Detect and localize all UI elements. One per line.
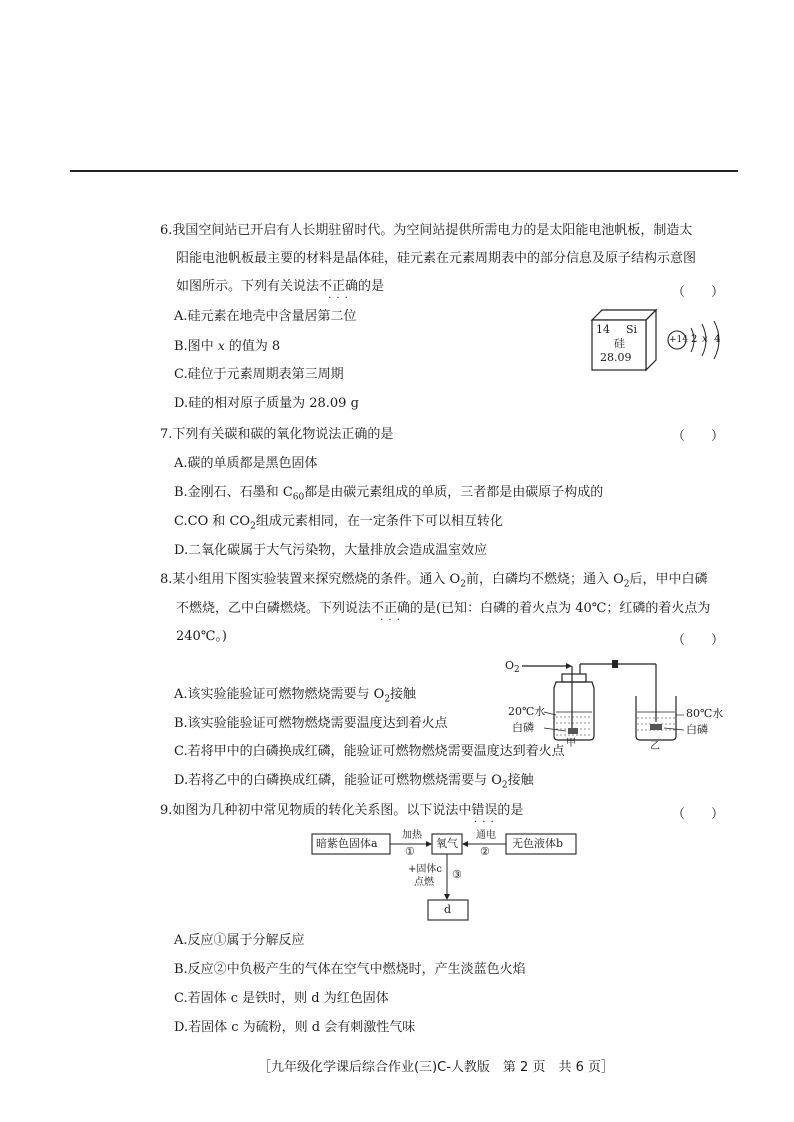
- q8-option-d: D.若将乙中的白磷换成红磷，能验证可燃物燃烧需要与 $O_2$接触: [174, 773, 534, 791]
- beaker-water-label: 80℃水: [686, 707, 724, 720]
- flow-box-oxygen: 氧气: [436, 837, 458, 850]
- jar-water-label: 20℃水: [508, 705, 546, 718]
- top-rule: [70, 170, 738, 172]
- gas-label: $O_2$: [505, 659, 520, 676]
- emphasis-not-correct: 不正确 · · ·: [371, 601, 410, 616]
- q6-option-d: D.硅的相对原子质量为 28.09 g: [174, 396, 359, 411]
- q7-stem: 7.下列有关碳和碳的氧化物说法正确的是: [160, 427, 394, 442]
- arrow-3-condition: 点燃: [414, 877, 434, 888]
- q8-option-b: B.该实验能验证可燃物燃烧需要温度达到着火点: [174, 716, 448, 731]
- q8-answer-paren: （ ）: [672, 633, 725, 648]
- flow-box-d: d: [444, 903, 452, 916]
- q9-stem: 9.如图为几种初中常见物质的转化关系图。以下说法中错误 · · ·的是: [160, 802, 523, 820]
- flow-box-b: 无色液体b: [512, 837, 564, 850]
- q9-option-c: C.若固体 c 是铁时，则 d 为红色固体: [174, 991, 389, 1006]
- shell-3-electrons: 4: [714, 334, 721, 345]
- beaker-label-yi: 乙: [650, 741, 660, 752]
- arrow-2-condition: 通电: [476, 830, 496, 841]
- q7-option-c: C.CO 和 $CO_2$组成元素相同，在一定条件下可以相互转化: [174, 514, 503, 532]
- q9-option-b: B.反应②中负极产生的气体在空气中燃烧时，产生淡蓝色火焰: [174, 962, 526, 977]
- q9-answer-paren: （ ）: [672, 807, 725, 822]
- beaker-phosphorus-label: 白磷: [686, 723, 708, 736]
- q6-option-b: B.图中 x 的值为 8: [174, 339, 281, 354]
- jar-label-jia: 甲: [566, 738, 576, 749]
- q7-answer-paren: （ ）: [672, 429, 725, 444]
- arrow-3-reagent: +固体c: [408, 864, 442, 875]
- element-symbol: Si: [626, 323, 638, 336]
- shell-1-electrons: 2: [691, 334, 698, 345]
- q8-line-3: 240℃。): [176, 629, 227, 644]
- q8-line-1: 8.某小组用下图实验装置来探究燃烧的条件。通入 $O_2$前，白磷均不燃烧；通入 $O_2$后，甲中白磷: [160, 572, 708, 590]
- flow-box-a: 暗紫色固体a: [316, 837, 378, 850]
- q6-line-3: 如图所示。下列有关说法不正确 · · ·的是: [176, 278, 384, 296]
- q8-line-2: 不燃烧，乙中白磷燃烧。下列说法不正确 · · ·的是(已知：白磷的着火点为 40℃；红磷的着火点为: [176, 600, 710, 618]
- q9-option-d: D.若固体 c 为硫粉，则 d 会有刺激性气味: [174, 1020, 416, 1035]
- q7-option-a: A.碳的单质都是黑色固体: [174, 456, 318, 471]
- q7-option-d: D.二氧化碳属于大气污染物，大量排放会造成温室效应: [174, 543, 488, 558]
- q9-option-a: A.反应①属于分解反应: [174, 933, 305, 948]
- page-footer: ［九年级化学课后综合作业(三)C-人教版 第 2 页 共 6 页］: [258, 1060, 614, 1075]
- q7-option-b: B.金刚石、石墨和 $C_{60}$都是由碳元素组成的单质，三者都是由碳原子构成的: [174, 485, 604, 503]
- arrow-3-number: ③: [452, 868, 462, 881]
- element-mass: 28.09: [600, 351, 632, 364]
- q6-answer-paren: （ ）: [672, 285, 725, 300]
- shell-2-electrons: x: [702, 334, 708, 345]
- q6-line-1: 6.我国空间站已开启有人长期驻留时代。为空间站提供所需电力的是太阳能电池帆板，制造太: [160, 223, 693, 238]
- element-number: 14: [596, 323, 610, 336]
- q8-option-a: A.该实验能验证可燃物燃烧需要与 $O_2$接触: [174, 687, 417, 705]
- q6-option-c: C.硅位于元素周期表第三周期: [174, 367, 344, 382]
- element-name: 硅: [614, 337, 625, 350]
- emphasis-wrong: 错误 · · ·: [471, 803, 497, 818]
- arrow-1-condition: 加热: [402, 830, 422, 841]
- q6-option-a: A.硅元素在地壳中含量居第二位: [174, 309, 357, 324]
- q8-option-c: C.若将甲中的白磷换成红磷，能验证可燃物燃烧需要温度达到着火点: [174, 744, 565, 759]
- nucleus-charge: +14: [669, 335, 688, 345]
- jar-phosphorus-label: 白磷: [512, 721, 534, 734]
- arrow-2-number: ②: [480, 845, 490, 858]
- q6-line-2: 阳能电池帆板最主要的材料是晶体硅，硅元素在元素周期表中的部分信息及原子结构示意图: [176, 251, 697, 266]
- arrow-1-number: ①: [405, 845, 415, 858]
- emphasis-not-correct: 不正确 · · ·: [319, 279, 358, 294]
